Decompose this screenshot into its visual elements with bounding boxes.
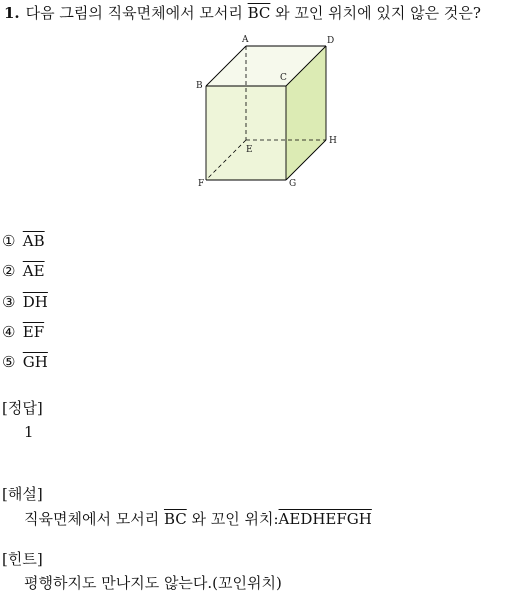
label-F: F [198,179,205,189]
label-D: D [327,36,335,46]
question [4,2,481,23]
hint-heading: [힌트] [2,550,43,568]
option-5[interactable] [2,353,48,371]
option-4-value: $\overline{EF}$ [22,323,45,341]
question-text-before: 다음 그림의 직육면체에서 모서리 [25,4,248,22]
option-2[interactable] [2,262,45,280]
explanation-edge: $\overline{BC}$ [163,510,187,528]
question-text-after: 와 꼬인 위치에 있지 않은 것은? [270,4,481,22]
option-1-marker: ① [2,232,16,250]
explanation-text [24,508,372,529]
label-H: H [329,136,337,146]
cuboid-svg [190,30,350,190]
explanation-heading: [해설] [2,485,43,503]
hint-text: 평행하지도 만나지도 않는다.(꼬인위치) [24,574,282,592]
option-1-value: $\overline{AB}$ [22,232,45,250]
answer-heading: [정답] [2,399,43,417]
option-3-marker: ③ [2,293,16,311]
option-3[interactable] [2,293,48,311]
label-G: G [289,179,297,189]
option-2-value: $\overline{AE}$ [22,262,45,280]
question-number: 1. [4,4,20,22]
label-B: B [196,81,203,91]
label-E: E [246,145,253,155]
label-C: C [280,73,287,83]
answer-value: 1 [24,423,34,441]
option-3-value: $\overline{DH}$ [22,293,48,311]
option-4[interactable] [2,323,44,341]
option-5-marker: ⑤ [2,353,16,371]
label-A: A [242,35,249,45]
cuboid-figure [190,30,350,194]
option-1[interactable] [2,232,45,250]
explanation-text-mid: 와 꼬인 위치: [186,510,279,528]
explanation-text-before: 직육면체에서 모서리 [24,510,164,528]
explanation-result: AEDHEFGH [278,510,372,528]
option-5-value: $\overline{GH}$ [22,353,48,371]
option-2-marker: ② [2,262,16,280]
question-edge: $\overline{BC}$ [247,4,271,22]
option-4-marker: ④ [2,323,16,341]
